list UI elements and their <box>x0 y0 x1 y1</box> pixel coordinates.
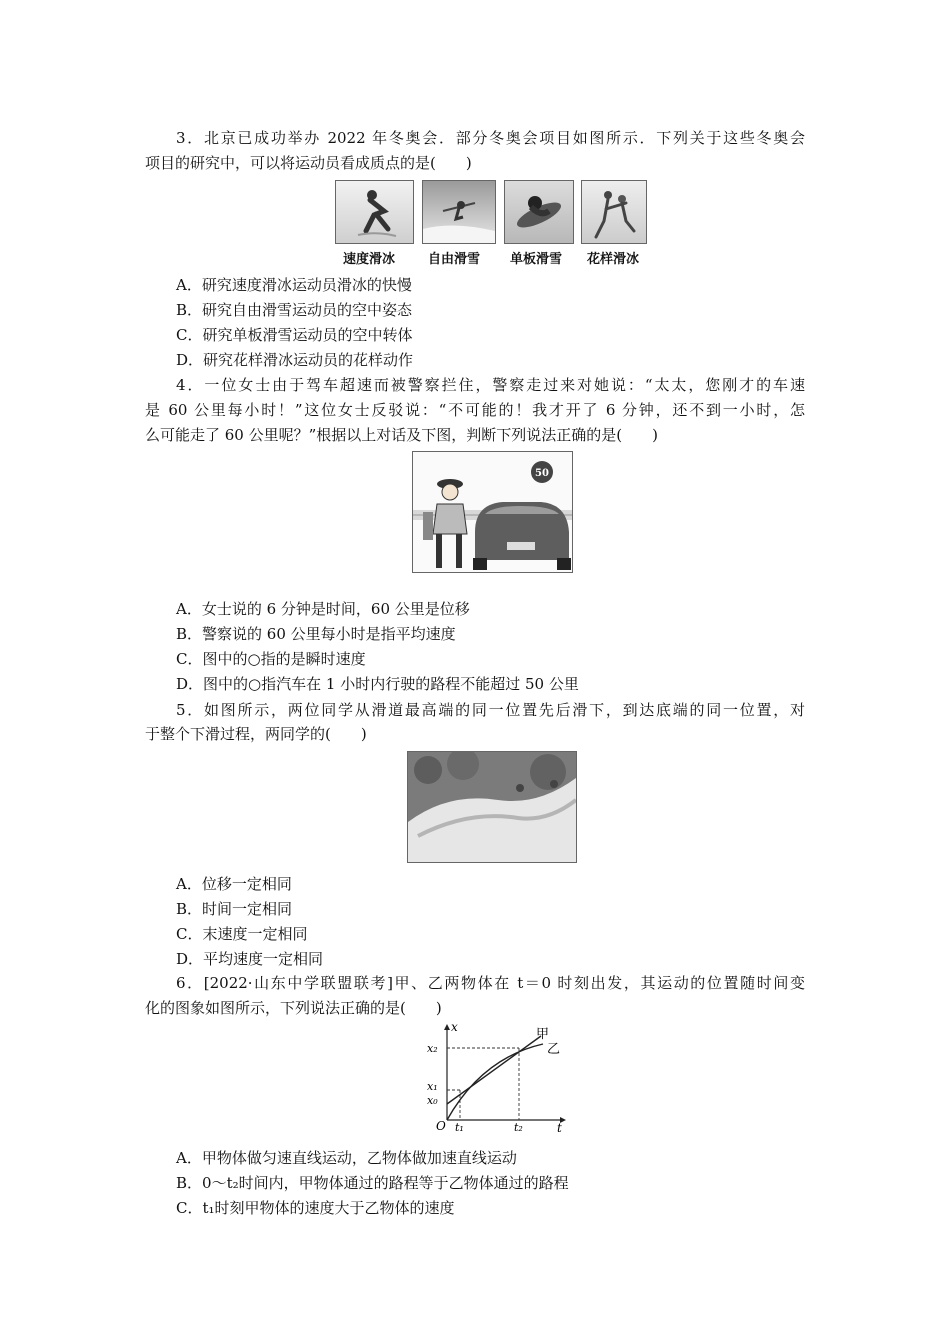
slide-photo <box>407 751 577 863</box>
q6-option-b: B．0～t₂时间内，甲物体通过的路程等于乙物体通过的路程 <box>176 1174 569 1192</box>
t-axis-label: t <box>557 1121 562 1132</box>
q5-stem-line2: 于整个下滑过程，两同学的( ) <box>145 725 367 743</box>
freestyle-skiing-photo <box>422 180 496 244</box>
q3-option-c: C．研究单板滑雪运动员的空中转体 <box>176 326 413 344</box>
x2-label: x₂ <box>427 1042 438 1055</box>
q4-stem-line1: 4．一位女士由于驾车超速而被警察拦住，警察走过来对她说：“太太，您刚才的车速 <box>176 376 805 394</box>
q5-option-b: B．时间一定相同 <box>176 900 293 918</box>
curve-yi <box>447 1044 543 1120</box>
q4-option-d: D．图中的○指汽车在 1 小时内行驶的路程不能超过 50 公里 <box>176 675 579 693</box>
caption-figure-skating: 花样滑冰 <box>587 252 640 267</box>
q6-option-a: A．甲物体做匀速直线运动，乙物体做加速直线运动 <box>176 1149 517 1167</box>
q3-option-a: A．研究速度滑冰运动员滑冰的快慢 <box>176 276 412 294</box>
speed-limit-number: 50 <box>535 468 549 479</box>
q3-option-b: B．研究自由滑雪运动员的空中姿态 <box>176 301 413 319</box>
caption-speed-skating: 速度滑冰 <box>343 252 396 267</box>
x-axis-label: x <box>451 1022 458 1034</box>
q4-option-b: B．警察说的 60 公里每小时是指平均速度 <box>176 625 456 643</box>
position-time-graph <box>420 1022 570 1132</box>
x1-label: x₁ <box>427 1080 438 1093</box>
q6-stem-line2: 化的图象如图所示，下列说法正确的是( ) <box>145 999 442 1017</box>
label-yi: 乙 <box>547 1042 561 1057</box>
speed-skating-photo <box>335 180 414 244</box>
q3-stem-line2: 项目的研究中，可以将运动员看成质点的是( ) <box>145 154 472 172</box>
label-jia: 甲 <box>536 1027 550 1042</box>
origin-label: O <box>436 1119 446 1132</box>
q4-option-a: A．女士说的 6 分钟是时间，60 公里是位移 <box>176 600 470 618</box>
x0-label: x₀ <box>427 1094 438 1107</box>
caption-snowboard: 单板滑雪 <box>510 252 563 267</box>
figure-skating-photo <box>581 180 647 244</box>
q4-option-c: C．图中的○指的是瞬时速度 <box>176 650 366 668</box>
snowboard-photo <box>504 180 574 244</box>
q5-option-c: C．末速度一定相同 <box>176 925 308 943</box>
q4-stem-line3: 么可能走了 60 公里呢？”根据以上对话及下图，判断下列说法正确的是( ) <box>145 426 658 444</box>
q6-option-c: C．t₁时刻甲物体的速度大于乙物体的速度 <box>176 1199 455 1217</box>
q5-option-d: D．平均速度一定相同 <box>176 950 324 968</box>
q3-option-d: D．研究花样滑冰运动员的花样动作 <box>176 351 414 369</box>
caption-freestyle-skiing: 自由滑雪 <box>428 252 481 267</box>
q6-stem-line1: 6．[2022·山东中学联盟联考]甲、乙两物体在 t＝0 时刻出发，其运动的位置随时间变 <box>176 974 805 992</box>
line-jia <box>447 1036 541 1104</box>
q3-stem-line1: 3．北京已成功举办 2022 年冬奥会．部分冬奥会项目如图所示．下列关于这些冬奥会 <box>176 129 805 147</box>
x-axis-arrow <box>444 1024 450 1030</box>
q5-stem-line1: 5．如图所示，两位同学从滑道最高端的同一位置先后滑下，到达底端的同一位置，对 <box>176 701 805 719</box>
q4-stem-line2: 是 60 公里每小时！”这位女士反驳说：“不可能的！我才开了 6 分钟，还不到一小时，怎 <box>145 401 805 419</box>
t1-label: t₁ <box>455 1121 464 1132</box>
q5-option-a: A．位移一定相同 <box>176 875 292 893</box>
police-car-photo <box>412 451 573 573</box>
t2-label: t₂ <box>514 1121 523 1132</box>
